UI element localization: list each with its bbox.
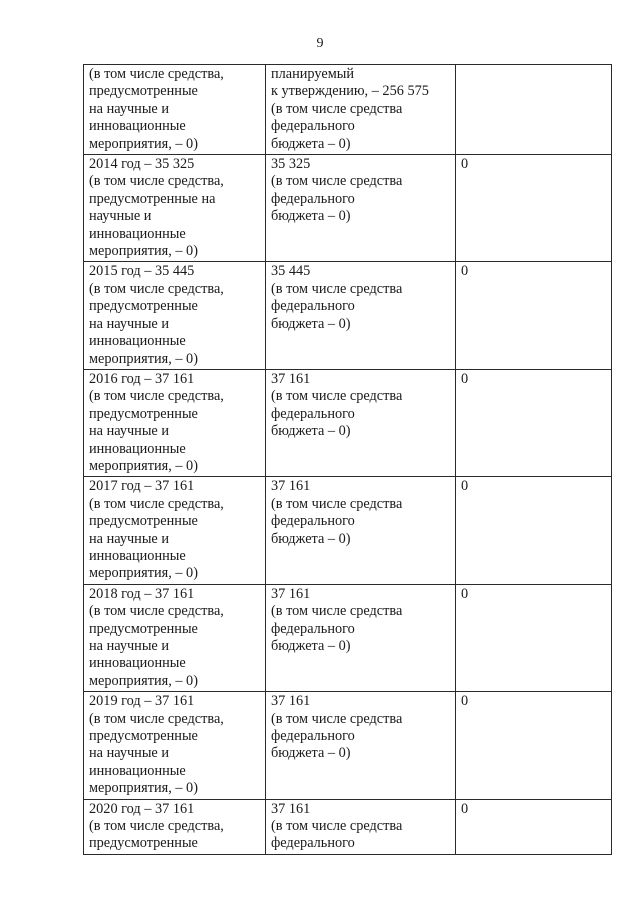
- funding-amount-cell: [266, 692, 456, 799]
- funding-period-cell: [84, 65, 266, 155]
- cell-text-line: 0: [461, 800, 469, 817]
- cell-text-line: предусмотренные: [89, 298, 198, 315]
- additional-amount-cell: [456, 584, 612, 691]
- cell-text-line: мероприятия, – 0): [89, 243, 198, 260]
- cell-text-line: предусмотренные: [89, 83, 198, 100]
- cell-text-line: инновационные: [89, 762, 186, 779]
- cell-text-line: бюджета – 0): [271, 638, 351, 654]
- cell-text-line: 37 161: [271, 693, 311, 710]
- cell-text-line: федерального: [271, 835, 355, 852]
- cell-text-line: мероприятия, – 0): [89, 135, 198, 152]
- cell-text-line: мероприятия, – 0): [89, 350, 198, 367]
- cell-text-line: 2020 год – 37 161: [89, 800, 195, 817]
- cell-text-line: (в том числе средства: [271, 603, 403, 620]
- cell-text-line: бюджета – 0): [271, 208, 351, 225]
- cell-text-line: 0: [461, 370, 469, 387]
- funding-amount-cell: [266, 155, 456, 262]
- cell-text-line: федерального: [271, 728, 355, 745]
- cell-text-line: мероприятия, – 0): [89, 457, 198, 474]
- cell-text-line: (в том числе средства: [271, 818, 403, 835]
- table-row: [84, 584, 612, 691]
- table-row: [84, 155, 612, 262]
- table-row: [84, 799, 612, 854]
- cell-text-line: (в том числе средства: [271, 710, 403, 727]
- funding-period-cell: [84, 692, 266, 799]
- table-row: [84, 692, 612, 799]
- additional-amount-cell: [456, 477, 612, 584]
- cell-text-line: на научные и: [89, 530, 170, 547]
- cell-text-line: (в том числе средства,: [89, 495, 224, 512]
- cell-text-line: на научные и: [89, 423, 170, 440]
- cell-text-line: 2019 год – 37 161: [89, 693, 195, 710]
- cell-text-line: 2015 год – 35 445: [89, 263, 195, 280]
- cell-text-line: бюджета – 0): [271, 423, 351, 440]
- cell-text-line: (в том числе средства: [271, 173, 403, 190]
- funding-period-cell: [84, 799, 266, 854]
- cell-text-line: мероприятия, – 0): [89, 565, 198, 582]
- table-row: [84, 477, 612, 584]
- additional-amount-cell: [456, 155, 612, 262]
- cell-text-line: инновационные: [89, 225, 186, 242]
- additional-amount-cell: [456, 262, 612, 369]
- cell-text-line: инновационные: [89, 118, 186, 135]
- additional-amount-cell: [456, 692, 612, 799]
- funding-table-body: [84, 65, 612, 855]
- cell-text-line: мероприятия, – 0): [89, 672, 198, 689]
- table-row: [84, 65, 612, 155]
- cell-text-line: (в том числе средства: [271, 100, 403, 117]
- funding-amount-cell: [266, 799, 456, 854]
- funding-amount-cell: [266, 584, 456, 691]
- additional-amount-cell: [456, 799, 612, 854]
- cell-text-line: предусмотренные: [89, 835, 198, 852]
- cell-text-line: планируемый: [271, 66, 355, 82]
- funding-period-cell: [84, 477, 266, 584]
- cell-text-line: 2016 год – 37 161: [89, 370, 195, 387]
- cell-text-line: (в том числе средства: [271, 495, 403, 512]
- funding-amount-cell: [266, 65, 456, 155]
- cell-text-line: (в том числе средства,: [89, 818, 224, 835]
- cell-text-line: на научные и: [89, 745, 170, 762]
- cell-text-line: 37 161: [271, 478, 311, 495]
- cell-text-line: (в том числе средства,: [89, 173, 224, 190]
- cell-text-line: (в том числе средства,: [89, 66, 224, 82]
- cell-text-line: инновационные: [89, 333, 186, 350]
- cell-text-line: федерального: [271, 190, 355, 207]
- cell-text-line: (в том числе средства: [271, 388, 403, 405]
- funding-period-cell: [84, 262, 266, 369]
- cell-text-line: на научные и: [89, 638, 170, 654]
- cell-text-line: бюджета – 0): [271, 135, 351, 152]
- table-row: [84, 369, 612, 476]
- cell-text-line: научные и: [89, 208, 152, 225]
- cell-text-line: инновационные: [89, 440, 186, 457]
- cell-text-line: 2014 год – 35 325: [89, 156, 195, 173]
- cell-text-line: к утверждению, – 256 575: [271, 83, 429, 100]
- funding-amount-cell: [266, 262, 456, 369]
- cell-text-line: 0: [461, 156, 469, 173]
- cell-text-line: федерального: [271, 513, 355, 530]
- funding-period-cell: [84, 584, 266, 691]
- cell-text-line: федерального: [271, 118, 355, 135]
- cell-text-line: (в том числе средства,: [89, 388, 224, 405]
- cell-text-line: 35 325: [271, 156, 311, 173]
- cell-text-line: федерального: [271, 298, 355, 315]
- cell-text-line: бюджета – 0): [271, 315, 351, 332]
- cell-text-line: 37 161: [271, 800, 311, 817]
- cell-text-line: (в том числе средства,: [89, 710, 224, 727]
- funding-period-cell: [84, 369, 266, 476]
- cell-text-line: 0: [461, 693, 469, 710]
- cell-text-line: на научные и: [89, 315, 170, 332]
- cell-text-line: предусмотренные: [89, 513, 198, 530]
- funding-amount-cell: [266, 477, 456, 584]
- table-row: [84, 262, 612, 369]
- cell-text-line: 0: [461, 263, 469, 280]
- cell-text-line: бюджета – 0): [271, 745, 351, 762]
- cell-text-line: федерального: [271, 405, 355, 422]
- funding-period-cell: [84, 155, 266, 262]
- cell-text-line: 0: [461, 585, 469, 602]
- cell-text-line: предусмотренные: [89, 728, 198, 745]
- page-number: 9: [316, 36, 324, 51]
- cell-text-line: бюджета – 0): [271, 530, 351, 547]
- cell-text-line: федерального: [271, 620, 355, 637]
- cell-text-line: инновационные: [89, 655, 186, 672]
- cell-text-line: 37 161: [271, 585, 311, 602]
- cell-text-line: 2018 год – 37 161: [89, 585, 195, 602]
- additional-amount-cell: [456, 369, 612, 476]
- funding-amount-cell: [266, 369, 456, 476]
- cell-text-line: (в том числе средства: [271, 280, 403, 297]
- cell-text-line: предусмотренные: [89, 620, 198, 637]
- cell-text-line: 2017 год – 37 161: [89, 478, 195, 495]
- cell-text-line: на научные и: [89, 100, 170, 117]
- funding-table: [83, 64, 612, 855]
- cell-text-line: предусмотренные: [89, 405, 198, 422]
- cell-text-line: мероприятия, – 0): [89, 780, 198, 797]
- cell-text-line: (в том числе средства,: [89, 603, 224, 620]
- cell-text-line: инновационные: [89, 547, 186, 564]
- cell-text-line: предусмотренные на: [89, 190, 216, 207]
- cell-text-line: 37 161: [271, 370, 311, 387]
- cell-text-line: 35 445: [271, 263, 311, 280]
- cell-text-line: 0: [461, 478, 469, 495]
- additional-amount-cell: [456, 65, 612, 155]
- cell-text-line: (в том числе средства,: [89, 280, 224, 297]
